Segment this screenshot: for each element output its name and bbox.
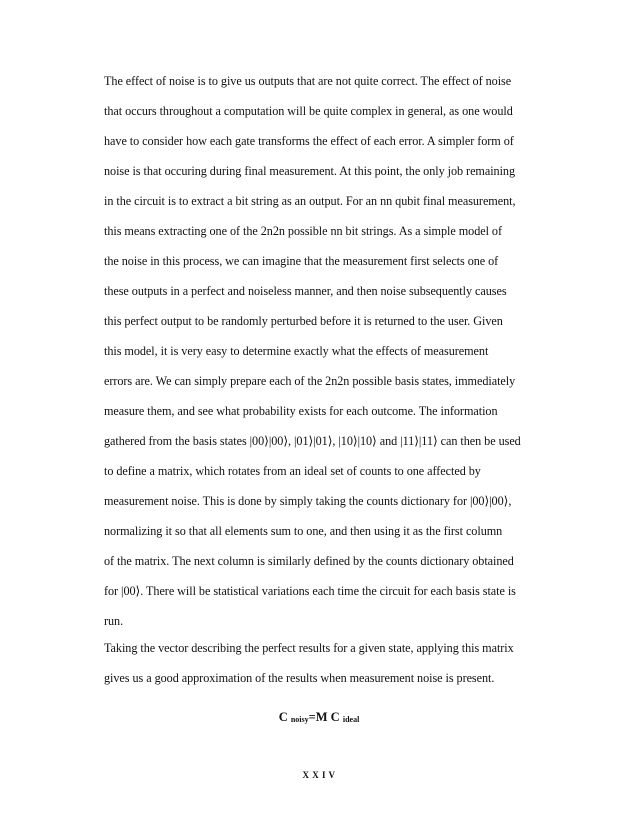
body-text-line: this model, it is very easy to determine exactly what the effects of measurement <box>104 344 489 358</box>
body-text-line: noise is that occuring during final measurement. At this point, the only job remaining <box>104 164 516 178</box>
body-text-line: normalizing it so that all elements sum to one, and then using it as the first column <box>104 524 503 538</box>
body-text-line: of the matrix. The next column is similarly defined by the counts dictionary obtained <box>104 554 514 568</box>
page-number: X X I V <box>302 770 336 780</box>
body-text-line: these outputs in a perfect and noiseless manner, and then noise subsequently causes <box>104 284 507 298</box>
body-text-line: measurement noise. This is done by simply taking the counts dictionary for |00⟩|00⟩, <box>104 494 512 508</box>
body-text-line: gives us a good approximation of the results when measurement noise is present. <box>104 671 495 685</box>
body-text-line: measure them, and see what probability exists for each outcome. The information <box>104 404 498 418</box>
body-text-line: The effect of noise is to give us outputs that are not quite correct. The effect of noise <box>104 74 512 88</box>
equation-subscript-noisy: noisy <box>290 715 309 724</box>
body-text-line: the noise in this process, we can imagine that the measurement first selects one of <box>104 254 499 268</box>
body-text-line: in the circuit is to extract a bit string as an output. For an nn qubit final measurement, <box>104 194 516 208</box>
equation-c: C <box>278 710 288 724</box>
body-text-line: have to consider how each gate transforms the effect of each error. A simpler form of <box>104 134 514 148</box>
body-text-line: Taking the vector describing the perfect results for a given state, applying this matrix <box>104 641 514 655</box>
equation-mid: =M C <box>308 710 340 724</box>
body-text-line: that occurs throughout a computation will be quite complex in general, as one would <box>104 104 513 118</box>
body-text-line: run. <box>104 614 124 628</box>
body-text-line: for |00⟩. There will be statistical variations each time the circuit for each basis state is <box>104 584 516 598</box>
body-text-line: errors are. We can simply prepare each of the 2n2n possible basis states, immediately <box>104 374 516 388</box>
body-text-line: to define a matrix, which rotates from an ideal set of counts to one affected by <box>104 464 481 478</box>
body-text-line: this means extracting one of the 2n2n possible nn bit strings. As a simple model of <box>104 224 502 238</box>
equation <box>0 710 638 725</box>
equation-subscript-ideal: ideal <box>342 715 360 724</box>
body-text-line: gathered from the basis states |00⟩|00⟩, |01⟩|01⟩, |10⟩|10⟩ and |11⟩|11⟩ can then be used <box>104 434 521 448</box>
body-text-line: this perfect output to be randomly perturbed before it is returned to the user. Given <box>104 314 503 328</box>
